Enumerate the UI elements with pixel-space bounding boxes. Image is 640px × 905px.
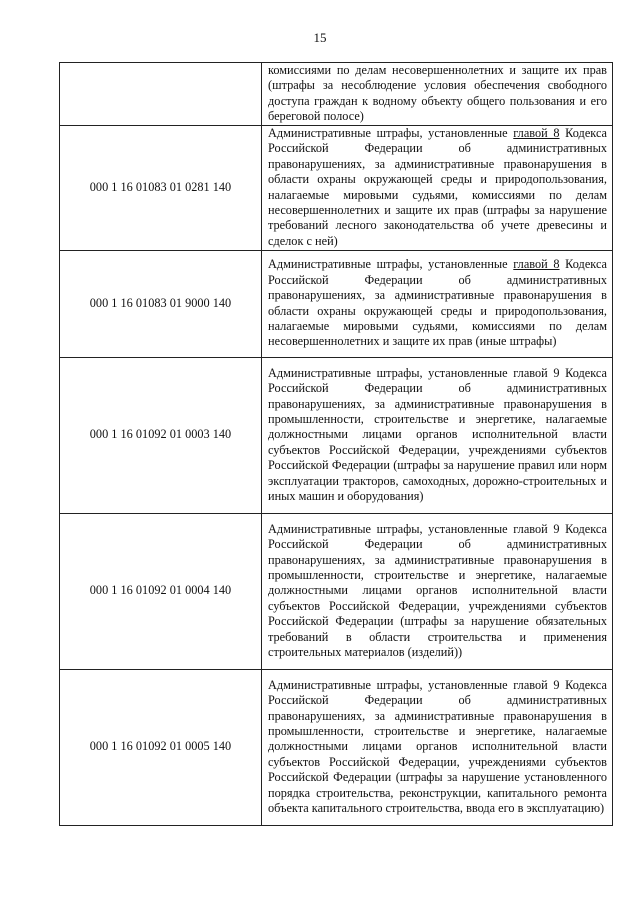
table-row [60, 357, 613, 513]
table-row [60, 513, 613, 669]
table-row [60, 250, 613, 357]
table-row [60, 125, 613, 250]
description-cell: Административные штрафы, установленные главой 9 Кодекса Российской Федерации об административных правонарушениях, за административные правонарушения в промышленности, строительстве и энергетике, налагаемые должностными лицами органов исполнительной власти субъектов Российской Федерации, учреждениями субъектов Российской Федерации (штрафы за нарушение обязательных требований в области строительства и применения строительных материалов (изделий)) [262, 513, 613, 669]
code-cell: 000 1 16 01092 01 0003 140 [60, 357, 262, 513]
budget-codes-table [59, 62, 613, 826]
chapter-link[interactable]: главой 8 [513, 126, 560, 140]
page-number: 15 [313, 30, 327, 45]
code-cell [60, 63, 262, 126]
description-cell: Административные штрафы, установленные главой 9 Кодекса Российской Федерации об административных правонарушениях, за административные правонарушения в промышленности, строительстве и энергетике, налагаемые должностными лицами органов исполнительной власти субъектов Российской Федерации, учреждениями субъектов Российской Федерации (штрафы за нарушение правил или норм эксплуатации тракторов, самоходных, дорожно-строительных и иных машин и оборудования) [262, 357, 613, 513]
code-cell: 000 1 16 01092 01 0005 140 [60, 669, 262, 825]
table-row [60, 63, 613, 126]
table-row [60, 669, 613, 825]
description-text: Административные штрафы, установленные [268, 126, 514, 140]
description-text: Кодекса Российской Федерации об административных правонарушениях, за административные правонарушения в области охраны окружающей среды и природопользования, налагаемые мировыми судьями, комиссиями по делам несовершеннолетних и защите их прав (штрафы за нарушение требований лесного законодательства об учете древесины и сделок с ней) [268, 126, 608, 248]
description-cell [262, 125, 613, 250]
code-cell: 000 1 16 01092 01 0004 140 [60, 513, 262, 669]
description-cell [262, 250, 613, 357]
chapter-link[interactable]: главой 8 [513, 257, 560, 272]
description-cell: Административные штрафы, установленные главой 9 Кодекса Российской Федерации об административных правонарушениях, за административные правонарушения в промышленности, строительстве и энергетике, налагаемые должностными лицами органов исполнительной власти субъектов Российской Федерации, учреждениями субъектов Российской Федерации (штрафы за нарушение установленного порядка строительства, реконструкции, капитального ремонта объекта капитального строительства, ввода его в эксплуатацию) [262, 669, 613, 825]
code-cell: 000 1 16 01083 01 9000 140 [60, 250, 262, 357]
description-text: Кодекса Российской Федерации об административных правонарушениях, за административные правонарушения в области охраны окружающей среды и природопользования, налагаемые мировыми судьями, комиссиями по делам несовершеннолетних и защите их прав (иные штрафы) [268, 257, 608, 349]
description-cell: комиссиями по делам несовершеннолетних и защите их прав (штрафы за несоблюдение условия обеспечения свободного доступа граждан к водному объекту общего пользования и его береговой полосе) [262, 63, 613, 126]
description-text: Административные штрафы, установленные [268, 257, 514, 272]
code-cell: 000 1 16 01083 01 0281 140 [60, 125, 262, 250]
